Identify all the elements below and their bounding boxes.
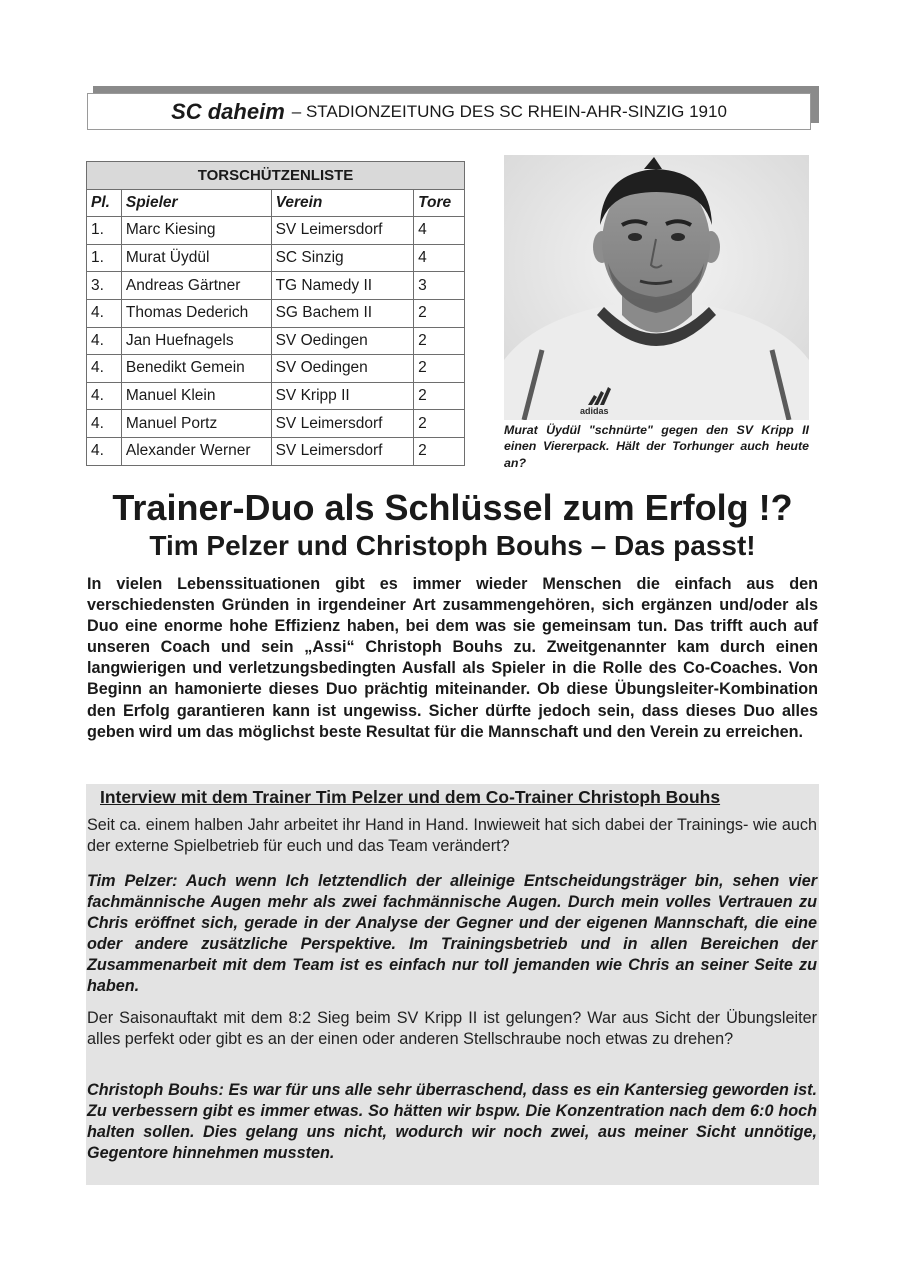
table-cell: TG Namedy II (271, 272, 414, 300)
table-cell: 4. (87, 382, 122, 410)
interview-answer: Christoph Bouhs: Es war für uns alle sehr überraschend, dass es ein Kantersieg geworden ist. Zu verbessern gibt es immer etwas. So hätten wir bspw. Die Konzentration nach dem 6:0 hoch halten sollen. Dies gelang uns nicht, wodurch wir noch zwei, aus meiner Sicht unnötige, Gegentore hinnehmen mussten. (87, 1081, 817, 1162)
article-intro: In vielen Lebenssituationen gibt es immer wieder Menschen die einfach aus den verschiedensten Gründen in irgendeiner Art zusammengehören, sich ergänzen und/oder als Duo eine enorme hohe Effizienz haben, bei dem was sie gemeinsam tun. Das trifft auch auf unseren Coach und sein „Assi“ Christoph Bouhs zu. Zweitgenannter kam durch einen langwierigen und verletzungsbedingten Ausfall als Spieler in die Rolle des Co-Coaches. Von Beginn an hamonierte dieses Duo prächtig miteinander. Ob diese Übungsleiter-Kombination den Erfolg garantieren kann ist ungewiss. Sicher dürfte jedoch sein, dass dieses Duo alles geben wird um das möglichst beste Resultat für die Mannschaft und den Verein zu erreichen. (87, 575, 818, 741)
table-cell: SV Oedingen (271, 327, 414, 355)
table-title-row (87, 162, 465, 190)
table-cell: Alexander Werner (121, 437, 271, 465)
article-headline: Trainer-Duo als Schlüssel zum Erfolg !? (112, 487, 793, 528)
table-cell: SC Sinzig (271, 244, 414, 272)
table-cell: 3. (87, 272, 122, 300)
table-title: TORSCHÜTZENLISTE (87, 162, 465, 190)
table-cell: 4. (87, 437, 122, 465)
table-cell: 4. (87, 355, 122, 383)
table-cell: 4. (87, 299, 122, 327)
column-header: Spieler (121, 189, 271, 217)
table-row (87, 355, 465, 383)
table-cell: 3 (414, 272, 465, 300)
table-cell: 2 (414, 327, 465, 355)
header-brand: SC daheim (171, 98, 285, 124)
table-cell: Manuel Klein (121, 382, 271, 410)
interview-answer: Tim Pelzer: Auch wenn Ich letztendlich der alleinige Entscheidungsträger bin, sehen vier fachmännische Augen mehr als zwei fachmännische Augen. Durch mein volles Vertrauen zu Chris eröffnet sich, gerade in der Analyse der Gegner und der eigenen Mannschaft, die eine oder andere zusätzliche Perspektive. Im Trainingsbetrieb und in allen Bereichen der Zusammenarbeit mit dem Team ist es einfach nur toll jemanden wie Chris an seiner Seite zu haben. (87, 872, 817, 995)
table-cell: SV Kripp II (271, 382, 414, 410)
table-cell: Benedikt Gemein (121, 355, 271, 383)
table-cell: 2 (414, 437, 465, 465)
table-cell: 2 (414, 410, 465, 438)
table-row (87, 410, 465, 438)
table-cell: 1. (87, 217, 122, 245)
table-cell: SG Bachem II (271, 299, 414, 327)
player-photo (504, 155, 809, 420)
header-subtitle: – STADIONZEITUNG DES SC RHEIN-AHR-SINZIG 1910 (291, 101, 727, 121)
interview-box (86, 784, 819, 1185)
table-cell: Marc Kiesing (121, 217, 271, 245)
scorer-table (86, 161, 465, 466)
player-portrait (504, 155, 809, 420)
table-row (87, 299, 465, 327)
table-cell: 4. (87, 410, 122, 438)
table-header-row (87, 189, 465, 217)
table-cell: Murat Üydül (121, 244, 271, 272)
table-cell: 4. (87, 327, 122, 355)
table-cell: Jan Huefnagels (121, 327, 271, 355)
photo-caption: Murat Üydül "schnürte" gegen den SV Kripp II einen Viererpack. Hält der Torhunger auch heute an? (504, 423, 809, 470)
interview-question: Der Saisonauftakt mit dem 8:2 Sieg beim SV Kripp II ist gelungen? War aus Sicht der Übungsleiter alles perfekt oder gibt es an der einen oder anderen Stellschraube noch etwas zu drehen? (87, 1009, 817, 1048)
table-row (87, 217, 465, 245)
table-cell: 4 (414, 217, 465, 245)
table-cell: SV Oedingen (271, 355, 414, 383)
column-header: Pl. (87, 189, 122, 217)
table-row (87, 327, 465, 355)
table-row (87, 244, 465, 272)
table-cell: Manuel Portz (121, 410, 271, 438)
interview-question: Seit ca. einem halben Jahr arbeitet ihr Hand in Hand. Inwieweit hat sich dabei der Trainings- wie auch der externe Spielbetrieb für euch und das Team verändert? (87, 816, 817, 855)
article-subheadline: Tim Pelzer und Christoph Bouhs – Das passt! (149, 530, 756, 561)
table-cell: 1. (87, 244, 122, 272)
table-cell: SV Leimersdorf (271, 217, 414, 245)
table-cell: 2 (414, 299, 465, 327)
table-cell: SV Leimersdorf (271, 410, 414, 438)
newspaper-header (87, 93, 811, 130)
table-cell: Andreas Gärtner (121, 272, 271, 300)
table-cell: 2 (414, 382, 465, 410)
table-row (87, 437, 465, 465)
table-row (87, 382, 465, 410)
adidas-logo-text: adidas (580, 406, 609, 416)
column-header: Verein (271, 189, 414, 217)
table-cell: 2 (414, 355, 465, 383)
table-row (87, 272, 465, 300)
interview-title: Interview mit dem Trainer Tim Pelzer und dem Co-Trainer Christoph Bouhs (100, 787, 721, 807)
column-header: Tore (414, 189, 465, 217)
table-cell: Thomas Dederich (121, 299, 271, 327)
table-cell: SV Leimersdorf (271, 437, 414, 465)
table-cell: 4 (414, 244, 465, 272)
